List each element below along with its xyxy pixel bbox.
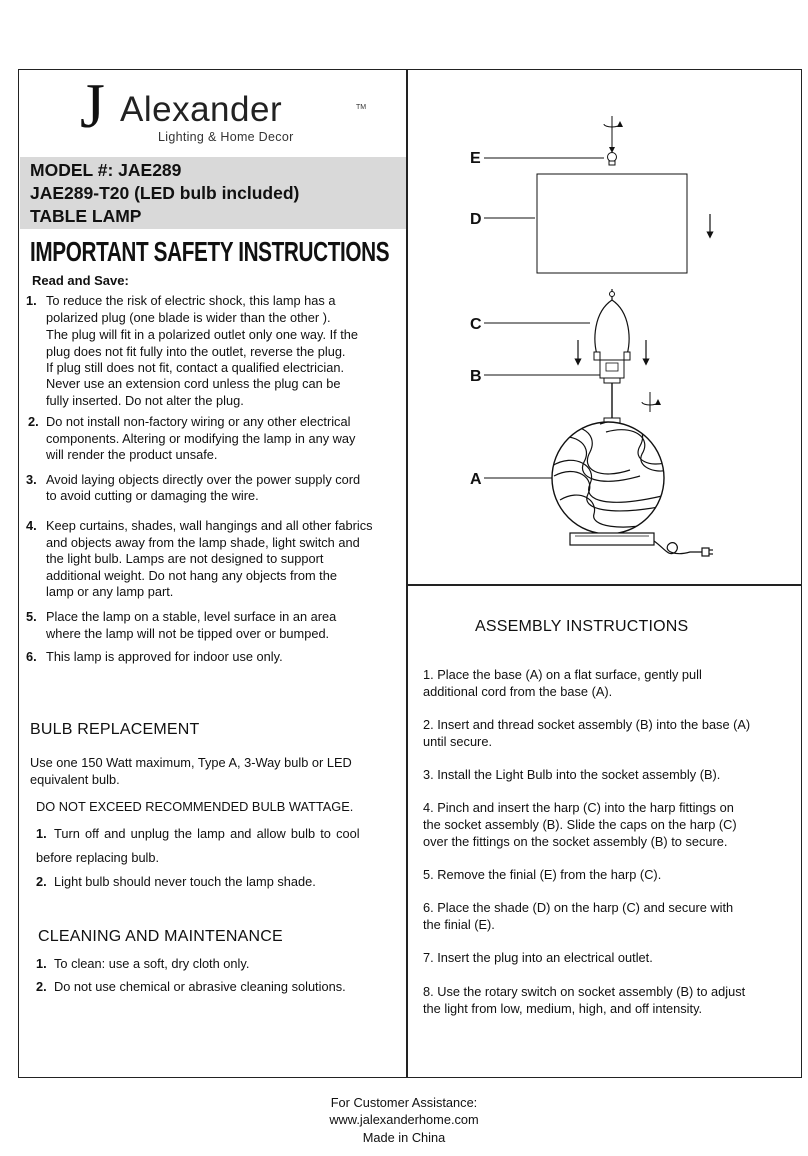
read-and-save: Read and Save: (32, 273, 129, 288)
assembly-step-line: 4. Pinch and insert the harp (C) into the harp fittings on (423, 800, 734, 815)
safety-item-line: and objects away from the lamp shade, light switch and (46, 535, 360, 550)
safety-item-line: where the lamp will not be tipped over or bumped. (46, 626, 330, 641)
assembly-step-line: 2. Insert and thread socket assembly (B) into the base (A) (423, 717, 751, 732)
assembly-step-line: the light from low, medium, high, and off intensity. (423, 1001, 703, 1016)
assembly-step-line: additional cord from the base (A). (423, 684, 613, 699)
assembly-step-line: 6. Place the shade (D) on the harp (C) and secure with (423, 900, 734, 915)
power-cord (654, 541, 713, 556)
origin-label: Made in China (362, 1130, 446, 1145)
safety-item-line: Never use an extension cord unless the plug can be (46, 376, 341, 391)
safety-item-line: the light bulb. Lamps are not designed to support (46, 551, 324, 566)
customer-assistance-label: For Customer Assistance: (330, 1095, 478, 1110)
cleaning-item-text: Do not use chemical or abrasive cleaning solutions. (54, 979, 346, 994)
logo-name: Alexander (120, 90, 283, 129)
assembly-step-line: until secure. (423, 734, 492, 749)
safety-item-line: components. Altering or modifying the lamp in any way (46, 431, 356, 446)
label-d: D (470, 211, 482, 228)
model-variant: JAE289-T20 (LED bulb included) (30, 183, 300, 203)
safety-item-number: 1. (26, 293, 37, 308)
safety-item-line: To reduce the risk of electric shock, this lamp has a (46, 293, 336, 308)
assembly-step-line: the finial (E). (423, 917, 495, 932)
safety-title: IMPORTANT SAFETY INSTRUCTIONS (30, 236, 390, 267)
assembly-step-line: 7. Insert the plug into an electrical outlet. (423, 950, 653, 965)
website-link[interactable]: www.jalexanderhome.com (329, 1112, 479, 1127)
safety-item-line: The plug will fit in a polarized outlet only one way. If the (46, 327, 359, 342)
safety-item-number: 6. (26, 649, 37, 664)
safety-item-line: plug does not fit fully into the outlet, reverse the plug. (46, 344, 346, 359)
diagram-divider (406, 584, 802, 586)
label-e: E (470, 150, 481, 167)
assembly-step-line: over the fittings on the socket assembly (B) to secure. (423, 834, 728, 849)
model-number: MODEL #: JAE289 (30, 160, 182, 180)
assembly-step-line: the socket assembly (B). Slide the caps on the harp (C) (423, 817, 737, 832)
label-b: B (470, 368, 482, 385)
safety-item-number: 4. (26, 518, 37, 533)
cleaning-item-number: 1. (36, 956, 47, 971)
safety-item-number: 5. (26, 609, 37, 624)
cleaning-item-number: 2. (36, 979, 47, 994)
safety-item-number: 2. (28, 414, 39, 429)
bulb-item-line: Light bulb should never touch the lamp shade. (54, 874, 316, 889)
bulb-item-number: 2. (36, 874, 47, 889)
bulb-wattage-warning: DO NOT EXCEED RECOMMENDED BULB WATTAGE. (36, 799, 354, 814)
safety-item-line: additional weight. Do not hang any objects from the (46, 568, 337, 583)
safety-item-line: Place the lamp on a stable, level surface in an area (46, 609, 337, 624)
product-type: TABLE LAMP (30, 206, 142, 226)
rotate-icon (642, 392, 658, 412)
safety-item-line: to avoid cutting or damaging the wire. (46, 488, 259, 503)
label-a: A (470, 471, 482, 488)
bulb-intro-line: Use one 150 Watt maximum, Type A, 3-Way bulb or LED (30, 755, 352, 770)
assembly-title: ASSEMBLY INSTRUCTIONS (475, 618, 689, 635)
safety-item-line: Avoid laying objects directly over the power supply cord (46, 472, 361, 487)
safety-item-line: will render the product unsafe. (46, 447, 218, 462)
bulb-intro-line: equivalent bulb. (30, 772, 120, 787)
cleaning-item-text: To clean: use a soft, dry cloth only. (54, 956, 250, 971)
logo-tagline: Lighting & Home Decor (158, 130, 294, 144)
base-a (548, 421, 668, 545)
finial-e (604, 116, 620, 165)
logo-letter: J (80, 70, 105, 141)
label-c: C (470, 316, 482, 333)
safety-item-line: This lamp is approved for indoor use only. (46, 649, 283, 664)
safety-item-line: Keep curtains, shades, wall hangings and all other fabrics (46, 518, 373, 533)
safety-item-line: lamp or any lamp part. (46, 584, 174, 599)
bulb-replacement-title: BULB REPLACEMENT (30, 721, 200, 738)
shade-d (537, 174, 687, 273)
bulb-item-line: Turn off and unplug the lamp and allow bulb to cool (54, 826, 360, 841)
safety-item-number: 3. (26, 472, 37, 487)
socket-assembly-b (600, 360, 624, 420)
safety-item-line: fully inserted. Do not alter the plug. (46, 393, 244, 408)
safety-item-line: polarized plug (one blade is wider than the other ). (46, 310, 331, 325)
logo-trademark: TM (356, 104, 367, 111)
assembly-step-line: 8. Use the rotary switch on socket assembly (B) to adjust (423, 984, 746, 999)
safety-item-line: If plug still does not fit, contact a qualified electrician. (46, 360, 345, 375)
safety-item-line: Do not install non-factory wiring or any other electrical (46, 414, 351, 429)
assembly-step-line: 5. Remove the finial (E) from the harp (C). (423, 867, 662, 882)
assembly-step-line: 1. Place the base (A) on a flat surface, gently pull (423, 667, 702, 682)
brand-logo (78, 70, 378, 148)
cleaning-title: CLEANING AND MAINTENANCE (38, 928, 283, 945)
lamp-assembly-diagram (408, 70, 800, 582)
assembly-step-line: 3. Install the Light Bulb into the socket assembly (B). (423, 767, 721, 782)
bulb-item-number: 1. (36, 826, 47, 841)
bulb-item-line: before replacing bulb. (36, 850, 160, 865)
harp-c (594, 289, 630, 360)
